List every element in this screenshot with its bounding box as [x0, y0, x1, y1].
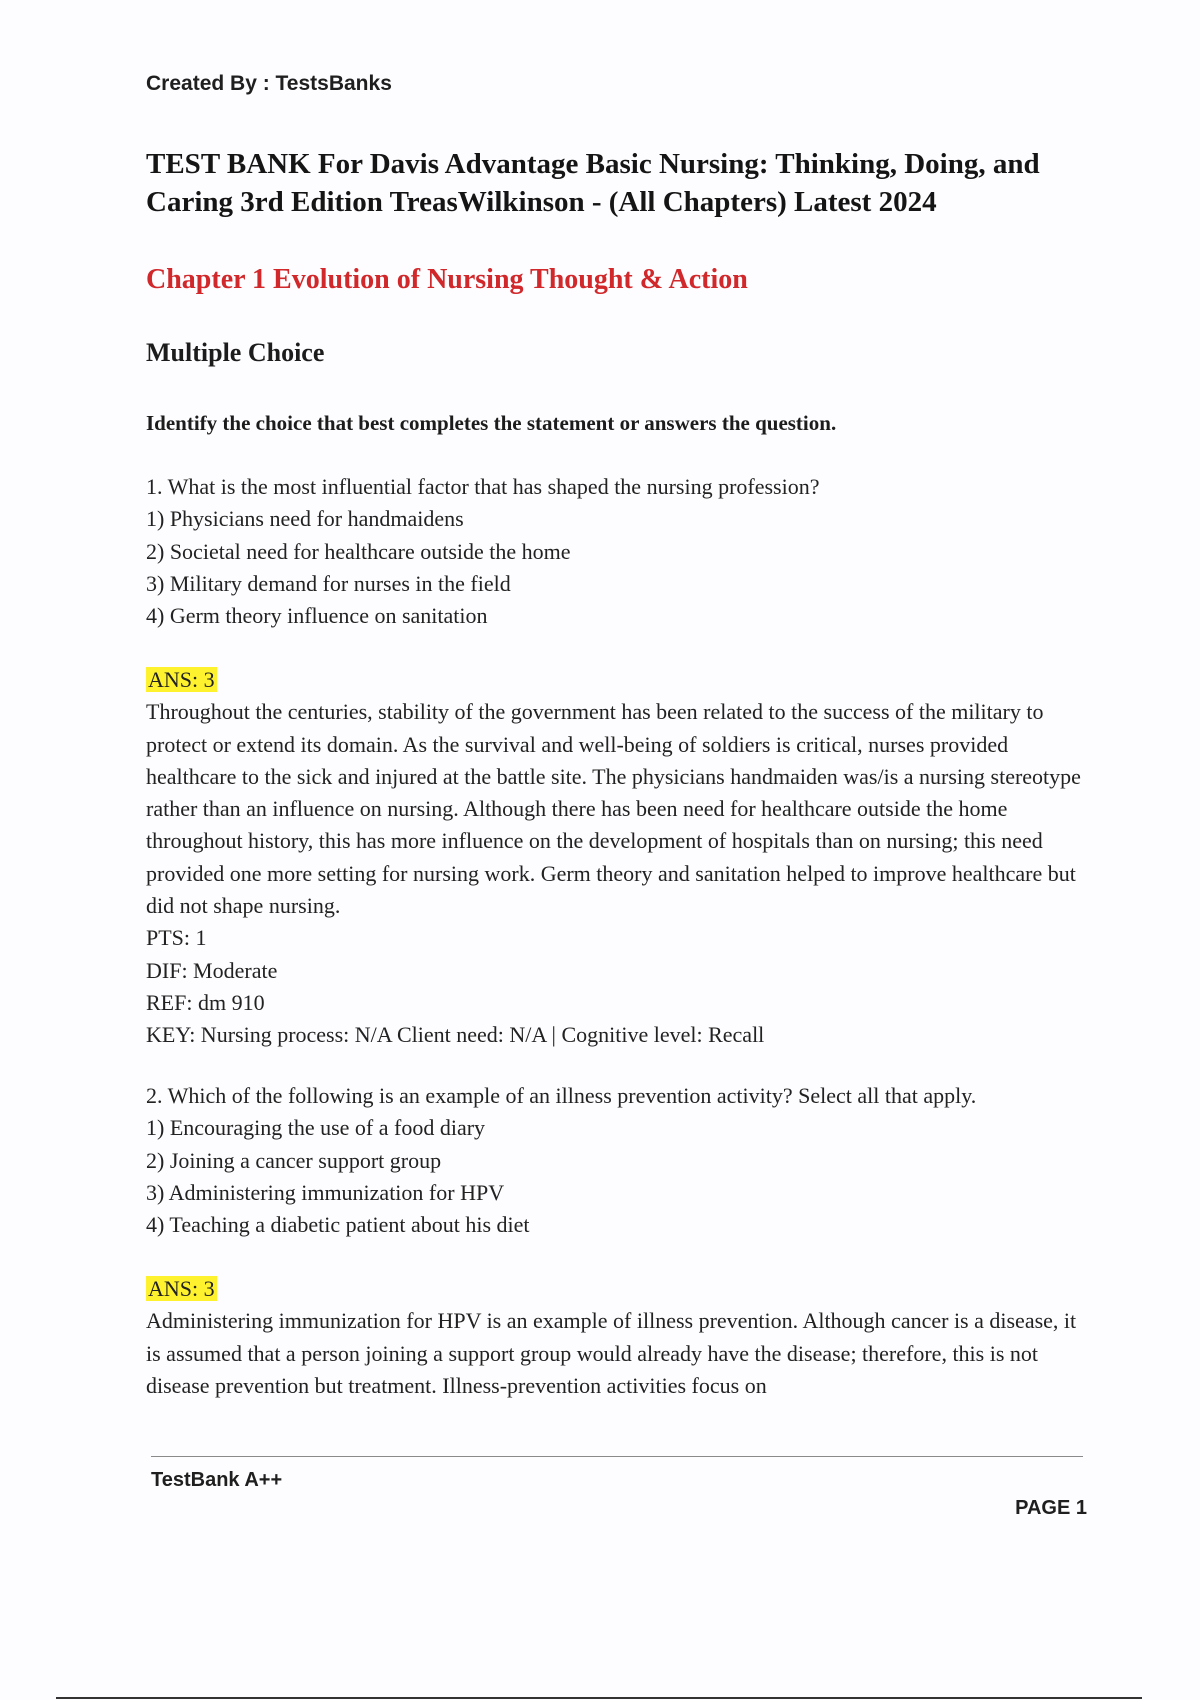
page-number: PAGE 1 [1015, 1497, 1087, 1519]
question-2 [146, 1080, 1096, 1241]
question-stem: 2. Which of the following is an example of an illness prevention activity? Select all that apply. [146, 1083, 977, 1108]
instructions: Identify the choice that best completes the statement or answers the question. [146, 411, 837, 435]
chapter-title: Chapter 1 Evolution of Nursing Thought & Action [146, 264, 748, 295]
created-by-header: Created By : TestsBanks [146, 72, 392, 95]
section-title: Multiple Choice [146, 338, 325, 367]
answer-label: ANS: 3 [148, 667, 215, 692]
page-bottom-divider [56, 1697, 1142, 1699]
answer-explanation: Throughout the centuries, stability of the government has been related to the success of the military to protect or extend its domain. As the survival and well-being of soldiers is critical, nurses provided healthcare to the sick and injured at the battle site. The physicians handmaiden was/is a nursing stereotype rather than an influence on nursing. Although there has been need for healthcare outside the home throughout history, this has more influence on the development of hospitals than on nursing; this need provided one more setting for nursing work. Germ theory and sanitation helped to improve healthcare but did not shape nursing. [146, 699, 1081, 919]
difficulty-value: DIF: Moderate [146, 957, 278, 983]
points-value: PTS: 1 [146, 925, 207, 951]
answer-option: 2) Societal need for healthcare outside the home [146, 538, 571, 564]
key-value: KEY: Nursing process: N/A Client need: N/A | Cognitive level: Recall [146, 1022, 765, 1048]
answer-option: 4) Germ theory influence on sanitation [146, 603, 488, 629]
reference-value: REF: dm 910 [146, 989, 265, 1015]
question-1 [146, 471, 1096, 632]
answer-option: 3) Administering immunization for HPV [146, 1179, 505, 1205]
document-title: TEST BANK For Davis Advantage Basic Nursing: Thinking, Doing, and Caring 3rd Edition TreasWilkinson - (All Chapters) Latest 2024 [146, 148, 1040, 218]
answer-option: 3) Military demand for nurses in the field [146, 570, 511, 596]
answer-option: 1) Encouraging the use of a food diary [146, 1115, 486, 1141]
answer-option: 4) Teaching a diabetic patient about his diet [146, 1212, 530, 1238]
answer-option: 2) Joining a cancer support group [146, 1147, 442, 1173]
footer-divider [151, 1456, 1083, 1457]
answer-option: 1) Physicians need for handmaidens [146, 506, 464, 532]
question-stem: 1. What is the most influential factor that has shaped the nursing profession? [146, 474, 820, 499]
answer-block-1 [146, 664, 1096, 1052]
answer-label: ANS: 3 [148, 1276, 215, 1301]
answer-explanation: Administering immunization for HPV is an example of illness prevention. Although cancer is a disease, it is assumed that a person joining a support group would already have the disease; therefore, this is not disease prevention but treatment. Illness-prevention activities focus on [146, 1308, 1077, 1398]
footer-brand: TestBank A++ [151, 1469, 283, 1491]
answer-block-2 [146, 1273, 1096, 1402]
